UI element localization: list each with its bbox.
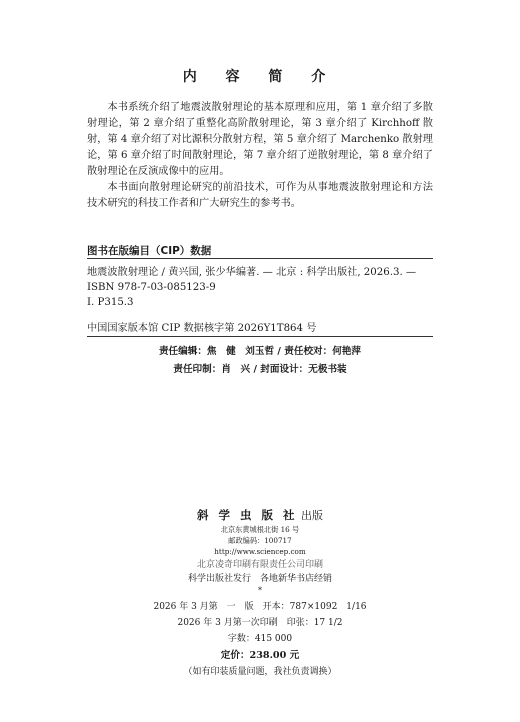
publisher-address: 北京东黄城根北街 16 号: [220, 525, 300, 534]
publisher-postcode: 邮政编码：100717: [228, 536, 292, 545]
distribution-line: 科学出版社发行 各地新华书店经销: [187, 574, 332, 584]
page-title: 内 容 简 介: [182, 69, 338, 85]
edition-line: 2026 年 3 月第 一 版 开本：787×1092 1/16: [153, 602, 367, 612]
intro-paragraph-2: 本书面向散射理论研究的前沿技术，可作为从事地震波散射理论和方法技术研究的科技工作者和广大研究生的参考书。: [87, 182, 433, 209]
cip-heading: 图书在版编目（CIP）数据: [87, 245, 212, 257]
price-line: 定价：238.00 元: [220, 650, 300, 661]
separator-star: *: [258, 586, 262, 595]
printer-line: 北京凌奇印刷有限责任公司印刷: [196, 560, 323, 570]
cip-verification: 中国国家版本馆 CIP 数据核字第 2026Y1T864 号: [87, 323, 317, 334]
publisher-suffix: 出版: [301, 509, 323, 522]
cip-top-rule: [87, 258, 433, 259]
publisher-imprint: [0, 507, 520, 523]
cip-bottom-rule: [87, 336, 433, 337]
cip-record: 地震波散射理论 / 黄兴国, 张少华编著. — 北京 : 科学出版社, 2026.3. — ISBN 978-7-03-085123-9: [87, 267, 417, 293]
credits-editor-line: 责任编辑：焦 健 刘玉哲 / 责任校对：何艳萍: [158, 346, 362, 357]
publisher-logo: 斜 学 虫 版 社: [196, 508, 298, 522]
cip-classification: Ⅰ. P315.3: [87, 297, 134, 308]
publisher-website: http://www.sciencep.com: [214, 547, 306, 556]
credits-production-line: 责任印制：肖 兴 / 封面设计：无极书装: [173, 364, 347, 375]
intro-paragraph-1: 本书系统介绍了地震波散射理论的基本原理和应用，第 1 章介绍了多散射理论，第 2 章介绍了重整化高阶散射理论，第 3 章介绍了 Kirchhoff 散射，第 4 章介绍了对比源积分散射方程，第 5 章介绍了 Marchenko 散射理论，第 6 章介绍了时间散射理论，第 7 章介绍了逆散射理论，第 8 章介绍了散射理论在反演成像中的应用。: [87, 102, 433, 177]
printing-line: 2026 年 3 月第一次印刷 印张：17 1/2: [177, 618, 343, 628]
wordcount-line: 字数：415 000: [227, 634, 293, 644]
intro-section: [87, 100, 433, 212]
quality-note: （如有印装质量问题，我社负责调换）: [183, 667, 337, 677]
